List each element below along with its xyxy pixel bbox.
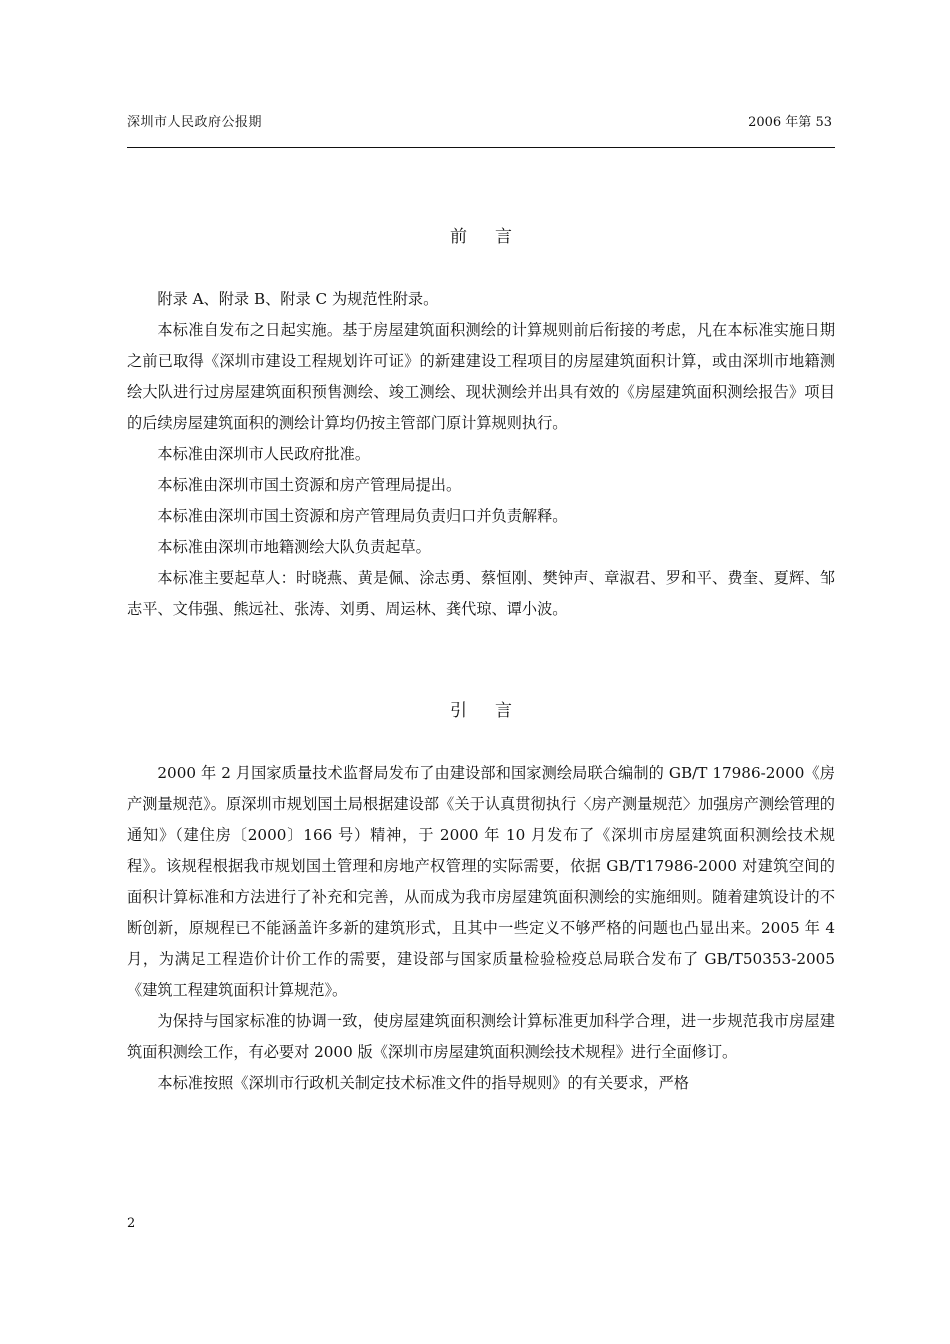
preface-paragraph: 本标准主要起草人：时晓燕、黄是佩、涂志勇、蔡恒刚、樊钟声、章淑君、罗和平、费奎、夏辉、邹志平、文伟强、熊远社、张涛、刘勇、周运林、龚代琼、谭小波。 [127,569,835,618]
introduction-paragraph: 2000 年 2 月国家质量技术监督局发布了由建设部和国家测绘局联合编制的 GB/T 17986-2000《房产测量规范》。原深圳市规划国土局根据建设部《关于认真贯彻执行〈房产测量规范〉加强房产测绘管理的通知》（建住房〔2000〕166 号）精神，于 2000 年 10 月发布了《深圳市房屋建筑面积测绘技术规程》。该规程根据我市规划国土管理和房地产权管理的实际需要，依据 GB/T17986-2000 对建筑空间的面积计算标准和方法进行了补充和完善，从而成为我市房屋建筑面积测绘的实施细则。随着建筑设计的不断创新，原规程已不能涵盖许多新的建筑形式，且其中一些定义不够严格的问题也凸显出来。2005 年 4 月，为满足工程造价计价工作的需要，建设部与国家质量检验检疫总局联合发布了 GB/T50353-2005《建筑工程建筑面积计算规范》。 [127,764,835,999]
header-issue-number: 2006 年第 53 [748,115,832,130]
preface-title: 前言 [450,227,540,247]
introduction-paragraph: 本标准按照《深圳市行政机关制定技术标准文件的指导规则》的有关要求，严格 [157,1074,689,1092]
preface-paragraph: 本标准自发布之日起实施。基于房屋建筑面积测绘的计算规则前后衔接的考虑，凡在本标准实施日期之前已取得《深圳市建设工程规划许可证》的新建建设工程项目的房屋建筑面积计算，或由深圳市地籍测绘大队进行过房屋建筑面积预售测绘、竣工测绘、现状测绘并出具有效的《房屋建筑面积测绘报告》项目的后续房屋建筑面积的测绘计算均仍按主管部门原计算规则执行。 [127,321,835,432]
introduction-title: 引言 [450,701,540,721]
page-number: 2 [127,1216,136,1231]
introduction-paragraph: 为保持与国家标准的协调一致，使房屋建筑面积测绘计算标准更加科学合理，进一步规范我市房屋建筑面积测绘工作，有必要对 2000 版《深圳市房屋建筑面积测绘技术规程》进行全面修订。 [127,1012,835,1061]
preface-paragraph: 附录 A、附录 B、附录 C 为规范性附录。 [157,290,439,308]
preface-paragraph: 本标准由深圳市人民政府批准。 [157,445,371,463]
preface-body [127,284,835,625]
introduction-body [127,758,835,1099]
header-publication-name: 深圳市人民政府公报期 [127,115,263,130]
preface-paragraph: 本标准由深圳市国土资源和房产管理局提出。 [157,476,462,494]
preface-paragraph: 本标准由深圳市地籍测绘大队负责起草。 [157,538,431,556]
header-rule [127,147,835,148]
preface-paragraph: 本标准由深圳市国土资源和房产管理局负责归口并负责解释。 [157,507,568,525]
